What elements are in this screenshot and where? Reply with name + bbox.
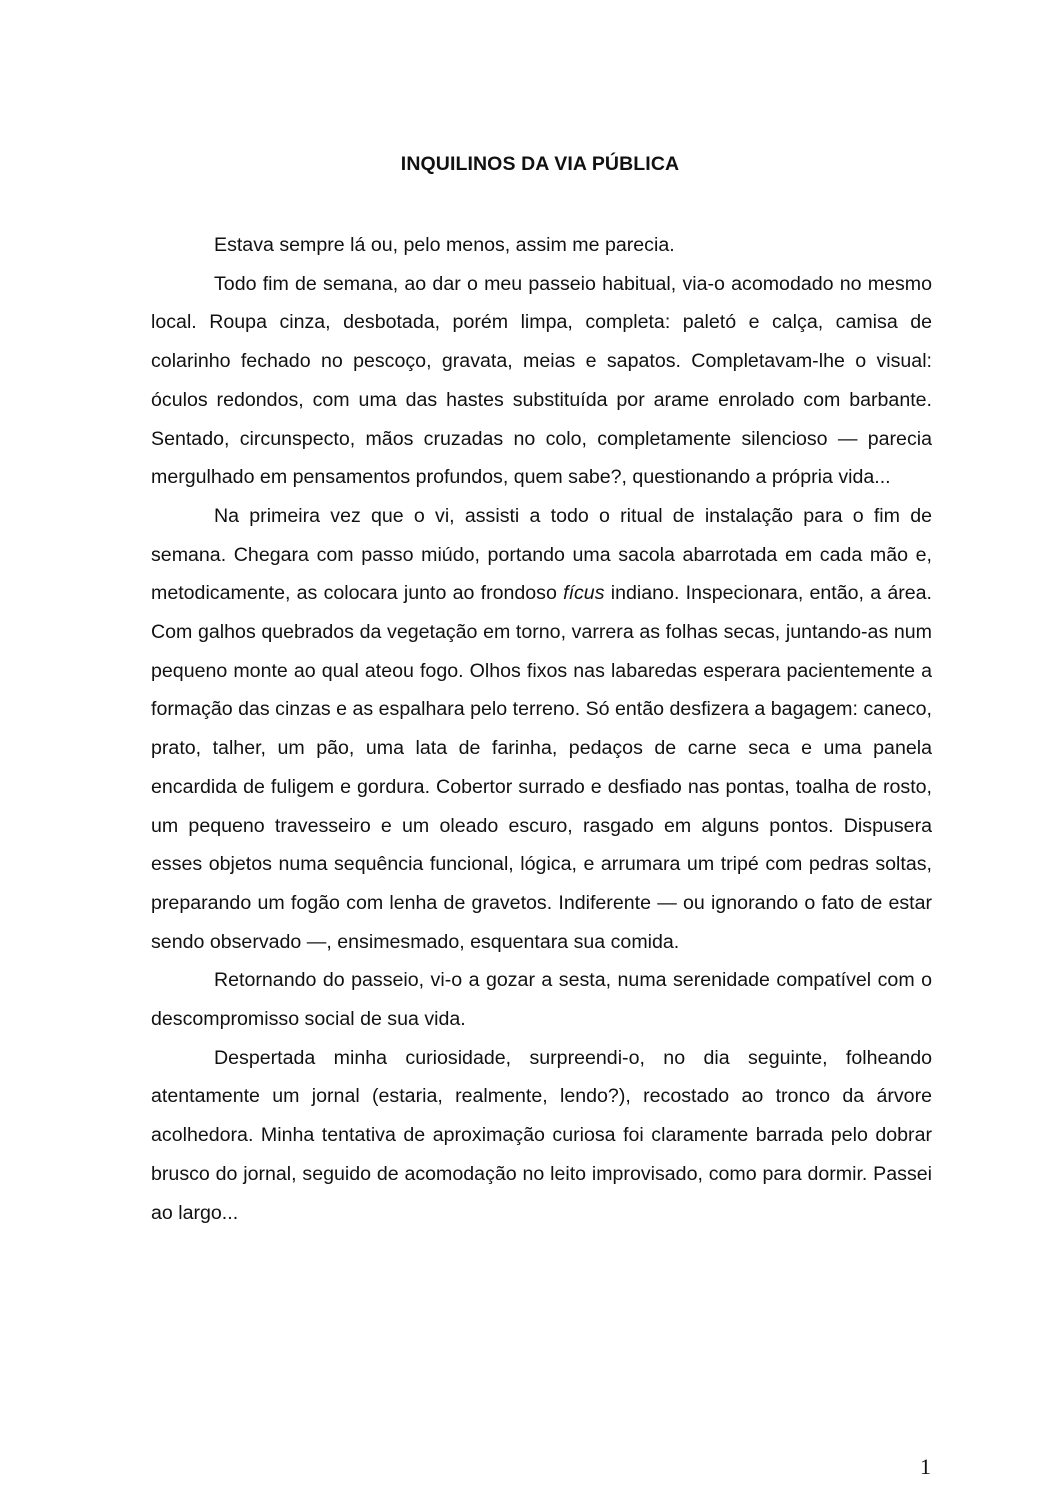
paragraph-4 [151,961,932,1038]
paragraph-text: Todo fim de semana, ao dar o meu passeio habitual, via-o acomodado no mesmo local. Roupa cinza, desbotada, porém limpa, completa: paletó e calça, camisa de colarinho fechado no pescoço, gravata, meias e sapatos. Completavam-lhe o visual: óculos redondos, com uma das hastes substituída por arame enrolado com barbante. Sentado, circunspecto, mãos cruzadas no colo, completamente silencioso — parecia mergulhado em pensamentos profundos, quem sabe?, questionando a própria vida... [151,272,932,489]
page-number: 1 [920,1454,931,1479]
paragraph-3 [151,497,932,961]
italic-word-ficus: fícus [563,582,605,605]
paragraph-text: Estava sempre lá ou, pelo menos, assim me parecia. [214,234,675,256]
paragraph-2 [151,265,932,497]
paragraph-text: indiano. Inspecionara, então, a área. Com galhos quebrados da vegetação em torno, varrera as folhas secas, juntando-as num pequeno monte ao qual ateou fogo. Olhos fixos nas labaredas esperara pacientemente a formação das cinzas e as espalhara pelo terreno. Só então desfizera a bagagem: caneco, prato, talher, um pão, uma lata de farinha, pedaços de carne seca e uma panela encardida de fuligem e gordura. Cobertor surrado e desfiado nas pontas, toalha de rosto, um pequeno travesseiro e um oleado escuro, rasgado em alguns pontos. Dispusera esses objetos numa sequência funcional, lógica, e arrumara um tripé com pedras soltas, preparando um fogão com lenha de gravetos. Indiferente — ou ignorando o fato de estar sendo observado —, ensimesmado, esquentara sua comida. [151,582,933,953]
document-title: INQUILINOS DA VIA PÚBLICA [400,153,680,175]
document-body [151,226,932,1232]
paragraph-text: Na primeira vez que o vi, assisti a todo o ritual de instalação para o fim de semana. Chegara com passo miúdo, portando uma sacola abarrotada em cada mão e, metodicamente, as colocara junto ao frondoso [151,504,932,605]
paragraph-text: Despertada minha curiosidade, surpreendi-o, no dia seguinte, folheando atentamente um jornal (estaria, realmente, lendo?), recostado ao tronco da árvore acolhedora. Minha tentativa de aproximação curiosa foi claramente barrada pelo dobrar brusco do jornal, seguido de acomodação no leito improvisado, como para dormir. Passei ao largo... [151,1046,932,1224]
paragraph-text: Retornando do passeio, vi-o a gozar a sesta, numa serenidade compatível com o descompromisso social de sua vida. [151,969,932,1031]
paragraph-5 [151,1039,932,1233]
paragraph-1 [151,226,932,265]
